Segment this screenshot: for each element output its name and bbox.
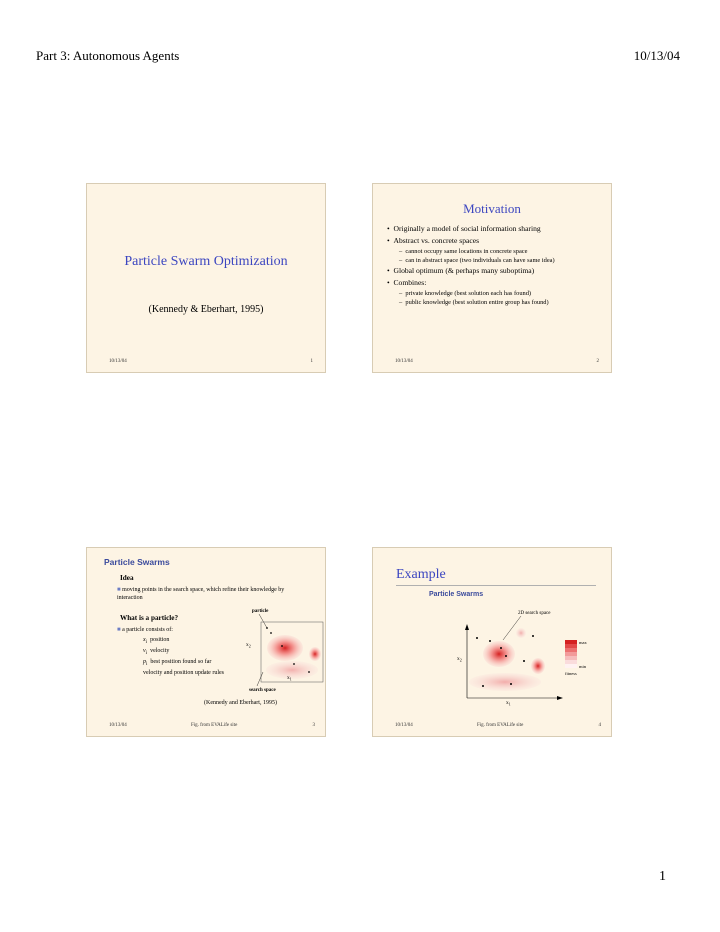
slide-citation: (Kennedy & Eberhart, 1995) [148, 304, 264, 315]
slide-footer-number: 3 [312, 723, 315, 728]
particle-dot [523, 660, 525, 662]
particle-pointer [259, 614, 267, 628]
what-item-rules: velocity and position update rules [143, 670, 224, 676]
heat-peak-small [309, 647, 321, 661]
example-figure [373, 548, 613, 738]
slide-footer-date: 10/13/04 [109, 359, 127, 364]
slide-title: Example [396, 567, 446, 582]
slide-footer-number: 2 [596, 359, 599, 364]
bullet-item: • Abstract vs. concrete spaces [387, 235, 480, 245]
fitness-legend [565, 640, 577, 668]
page-header-date: 10/13/04 [633, 48, 680, 63]
heat-peak-main [267, 635, 303, 661]
particle-dot [510, 683, 512, 685]
slide-2 [372, 183, 612, 373]
slide-3 [86, 547, 326, 737]
page-number: 1 [659, 869, 666, 884]
particle-dot [482, 685, 484, 687]
sub-bullet-item: – cannot occupy same locations in concrete space [399, 247, 528, 255]
axis-label-x1: $x_1$ [287, 675, 292, 682]
particle-dot [308, 671, 310, 673]
what-intro: ■ a particle consists of: [117, 627, 173, 633]
particle-dot [476, 637, 478, 639]
heat-band [266, 661, 318, 679]
slide-heading: Particle Swarms [104, 557, 170, 567]
particle-dot [532, 635, 534, 637]
page-header-title: Part 3: Autonomous Agents [36, 48, 180, 63]
idea-label: Idea [120, 574, 134, 582]
bullet-item: • Global optimum (& perhaps many suboptima) [387, 266, 535, 276]
what-item-velocity: $v_i$ velocity [143, 648, 170, 657]
slide-footer-date: 10/13/04 [395, 359, 413, 364]
bullet-item: • Originally a model of social information sharing [387, 224, 541, 233]
heat-peak-right [531, 658, 545, 674]
slide-footer-number: 1 [310, 359, 313, 364]
x-axis-arrow [557, 696, 563, 700]
legend-fitness: fitness [565, 671, 577, 676]
particle-dot [505, 655, 507, 657]
figure-label-space: 2D search space [518, 611, 551, 616]
heat-peak-main [483, 641, 515, 667]
legend-max: max [579, 640, 587, 645]
slide-heading: Particle Swarms [429, 591, 484, 598]
heat-peak-top [516, 628, 526, 638]
slide-title: Particle Swarm Optimization [124, 254, 288, 269]
bullet-list [373, 224, 603, 309]
y-axis-arrow [465, 624, 469, 630]
slide-footer-source: Fig. from EVALife site [191, 723, 238, 728]
slide-title: Motivation [463, 201, 521, 216]
particle-dot [489, 640, 491, 642]
slide-4 [372, 547, 612, 737]
particle-dot [266, 627, 268, 629]
particle-figure [87, 548, 327, 738]
figure-label-particle: particle [252, 609, 269, 614]
search-space-pointer [257, 672, 263, 686]
what-label: What is a particle? [120, 614, 179, 622]
slide-footer-number: 4 [598, 723, 601, 728]
particle-dot [500, 647, 502, 649]
particle-dot [293, 663, 295, 665]
sub-bullet-item: – private knowledge (best solution each has found) [399, 290, 532, 298]
slide-footer-date: 10/13/04 [395, 723, 413, 728]
slide-citation: (Kennedy and Eberhart, 1995) [204, 700, 277, 706]
axis-label-x1: $x_1$ [506, 700, 511, 707]
sub-bullet-item: – public knowledge (best solution entire group has found) [399, 299, 549, 307]
figure-label-search-space: search space [249, 688, 276, 693]
sub-bullet-item: – can in abstract space (two individuals can have same idea) [399, 257, 555, 265]
particle-dot [270, 632, 272, 634]
axis-label-x2: $x_2$ [246, 642, 251, 649]
slide-1 [86, 183, 326, 373]
what-item-position: $x_i$ position [143, 637, 170, 646]
particle-dot [281, 645, 283, 647]
idea-text: ■ moving points in the search space, which refine their knowledge by interaction [117, 587, 285, 602]
heat-band [469, 673, 541, 691]
legend-min: min [579, 664, 587, 669]
bullet-item: • Combines: [387, 278, 427, 288]
axis-label-x2: $x_2$ [457, 656, 462, 663]
what-item-best: $p_i$ best position found so far [143, 659, 212, 668]
slide-footer-date: 10/13/04 [109, 723, 127, 728]
slide-footer-source: Fig. from EVALife site [477, 723, 524, 728]
